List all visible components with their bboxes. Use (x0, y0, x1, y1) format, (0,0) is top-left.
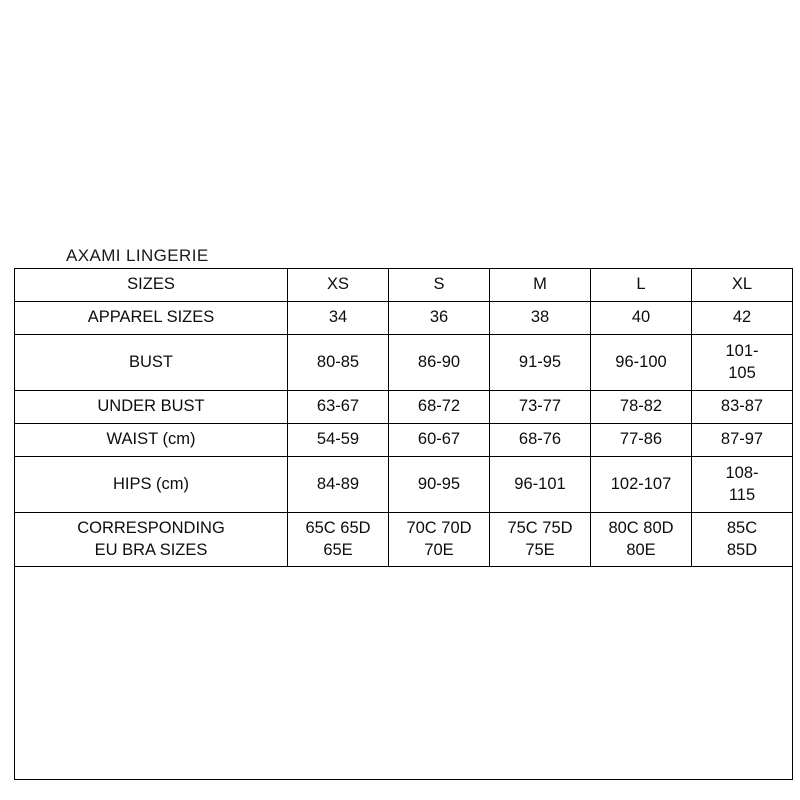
cell-apparel-xl: 42 (692, 302, 793, 335)
cell-sizes-xs: XS (288, 269, 389, 302)
cell-bust-s: 86-90 (389, 335, 490, 391)
cell-sizes-xl: XL (692, 269, 793, 302)
cell-underbust-m: 73-77 (490, 391, 591, 424)
table-row-hips (15, 457, 793, 513)
cell-underbust-l: 78-82 (591, 391, 692, 424)
table-row-sizes (15, 269, 793, 302)
cell-blank (15, 567, 793, 780)
size-chart-body (15, 269, 793, 780)
cell-waist-l: 77-86 (591, 424, 692, 457)
cell-corresponding-l: 80C 80D 80E (591, 513, 692, 567)
cell-underbust-xl: 83-87 (692, 391, 793, 424)
cell-corresponding-s: 70C 70D 70E (389, 513, 490, 567)
row-label-sizes: SIZES (15, 269, 288, 302)
cell-hips-m: 96-101 (490, 457, 591, 513)
cell-corresponding-xl: 85C 85D (692, 513, 793, 567)
row-label-apparel-sizes: APPAREL SIZES (15, 302, 288, 335)
size-chart-table (14, 268, 793, 780)
cell-waist-m: 68-76 (490, 424, 591, 457)
cell-waist-xs: 54-59 (288, 424, 389, 457)
row-label-bust: BUST (15, 335, 288, 391)
cell-apparel-s: 36 (389, 302, 490, 335)
cell-underbust-s: 68-72 (389, 391, 490, 424)
table-row-bust (15, 335, 793, 391)
table-row-corresponding-eu-bra-sizes (15, 513, 793, 567)
cell-hips-xl: 108- 115 (692, 457, 793, 513)
cell-sizes-l: L (591, 269, 692, 302)
table-row-waist (15, 424, 793, 457)
table-row-blank (15, 567, 793, 780)
cell-corresponding-m: 75C 75D 75E (490, 513, 591, 567)
row-label-corresponding-eu-bra-sizes: CORRESPONDING EU BRA SIZES (15, 513, 288, 567)
cell-bust-l: 96-100 (591, 335, 692, 391)
cell-apparel-xs: 34 (288, 302, 389, 335)
row-label-under-bust: UNDER BUST (15, 391, 288, 424)
cell-underbust-xs: 63-67 (288, 391, 389, 424)
size-chart-table-wrapper (14, 268, 786, 780)
row-label-waist: WAIST (cm) (15, 424, 288, 457)
page-title: AXAMI LINGERIE (66, 246, 209, 265)
cell-corresponding-xs: 65C 65D 65E (288, 513, 389, 567)
table-row-under-bust (15, 391, 793, 424)
cell-waist-xl: 87-97 (692, 424, 793, 457)
cell-hips-s: 90-95 (389, 457, 490, 513)
cell-sizes-s: S (389, 269, 490, 302)
cell-bust-xl: 101- 105 (692, 335, 793, 391)
cell-apparel-m: 38 (490, 302, 591, 335)
cell-apparel-l: 40 (591, 302, 692, 335)
cell-waist-s: 60-67 (389, 424, 490, 457)
cell-bust-m: 91-95 (490, 335, 591, 391)
cell-sizes-m: M (490, 269, 591, 302)
table-row-apparel-sizes (15, 302, 793, 335)
cell-hips-xs: 84-89 (288, 457, 389, 513)
cell-bust-xs: 80-85 (288, 335, 389, 391)
cell-hips-l: 102-107 (591, 457, 692, 513)
row-label-hips: HIPS (cm) (15, 457, 288, 513)
